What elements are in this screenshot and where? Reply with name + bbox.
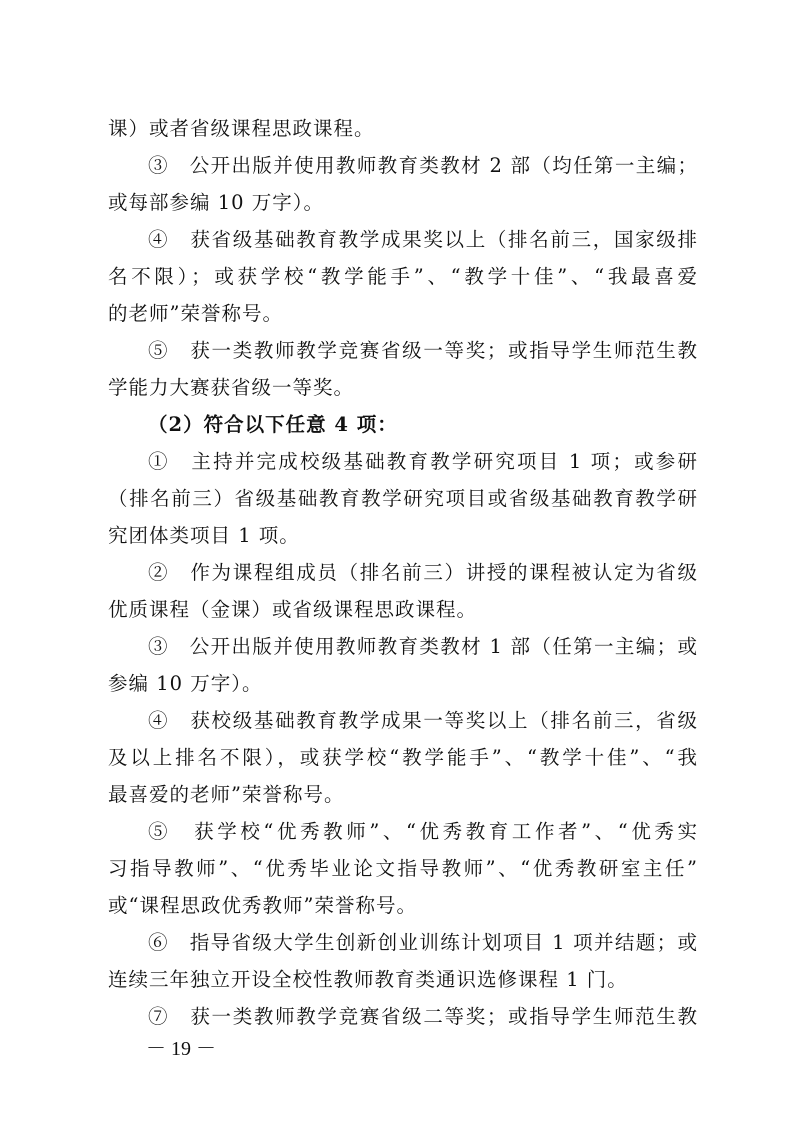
text-line: （排名前三）省级基础教育教学研究项目或省级基础教育教学研 bbox=[108, 487, 698, 510]
text-line: 课）或者省级课程思政课程。 bbox=[108, 117, 375, 140]
text-line: 究团体类项目 1 项。 bbox=[108, 524, 300, 547]
text-line: ⑥ 指导省级大学生创新创业训练计划项目 1 项并结题；或 bbox=[148, 931, 698, 954]
text-line: 学能力大赛获省级一等奖。 bbox=[108, 376, 355, 399]
text-line: ③ 公开出版并使用教师教育类教材 1 部（任第一主编；或 bbox=[148, 635, 698, 658]
text-line: 习指导教师”、“优秀毕业论文指导教师”、“优秀教研室主任” bbox=[108, 857, 698, 880]
text-line: 或每部参编 10 万字）。 bbox=[108, 191, 324, 214]
text-line: ④ 获省级基础教育教学成果奖以上（排名前三，国家级排 bbox=[148, 228, 698, 251]
text-line: 或“课程思政优秀教师”荣誉称号。 bbox=[108, 894, 417, 917]
text-line: 连续三年独立开设全校性教师教育类通识选修课程 1 门。 bbox=[108, 968, 628, 991]
text-line: ⑦ 获一类教师教学竞赛省级二等奖；或指导学生师范生教 bbox=[148, 1005, 698, 1028]
text-line: ⑤ 获一类教师教学竞赛省级一等奖；或指导学生师范生教 bbox=[148, 339, 698, 362]
text-line: 参编 10 万字）。 bbox=[108, 672, 263, 695]
text-line: ③ 公开出版并使用教师教育类教材 2 部（均任第一主编； bbox=[148, 154, 698, 177]
page-number: － 19 － bbox=[146, 1038, 216, 1060]
text-line: ④ 获校级基础教育教学成果一等奖以上（排名前三，省级 bbox=[148, 709, 698, 732]
text-line: 及以上排名不限），或获学校“教学能手”、“教学十佳”、“我 bbox=[108, 746, 698, 769]
text-line: ① 主持并完成校级基础教育教学研究项目 1 项；或参研 bbox=[148, 450, 698, 473]
text-line: 最喜爱的老师”荣誉称号。 bbox=[108, 783, 345, 806]
text-line: ⑤ 获学校“优秀教师”、“优秀教育工作者”、“优秀实 bbox=[148, 820, 698, 843]
text-line: 名不限）；或获学校“教学能手”、“教学十佳”、“我最喜爱 bbox=[108, 265, 698, 288]
text-line: 优质课程（金课）或省级课程思政课程。 bbox=[108, 598, 478, 621]
text-line: 的老师”荣誉称号。 bbox=[108, 302, 283, 325]
text-line: ② 作为课程组成员（排名前三）讲授的课程被认定为省级 bbox=[148, 561, 698, 584]
section-heading: （2）符合以下任意 4 项： bbox=[148, 413, 398, 436]
